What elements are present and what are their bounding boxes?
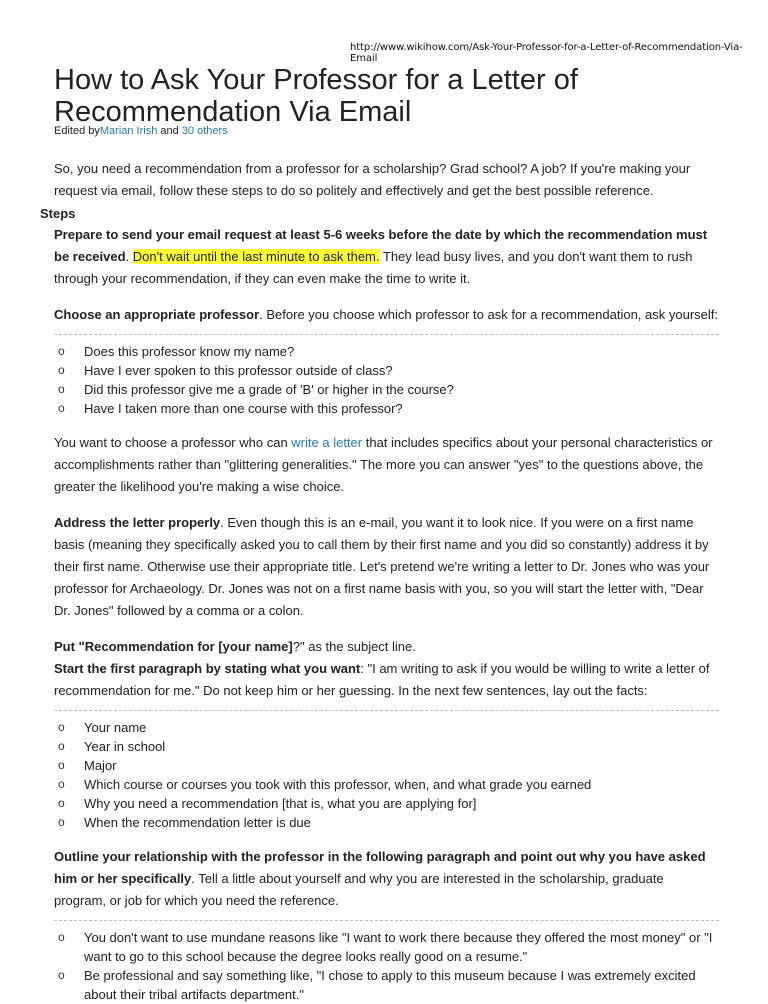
step-1-text: They lead busy lives, and you don't want them to rush through your recommendation, if they can even make the time to write it. [54, 249, 693, 286]
step-6 [54, 846, 719, 912]
bullet-glyph: o [58, 777, 65, 791]
list-item: o Your name [58, 720, 147, 735]
bullet-glyph: o [58, 720, 65, 734]
step-1-highlight: Don't wait until the last minute to ask them. [132, 249, 380, 264]
step-1 [54, 224, 719, 290]
list-item: o Which course or courses you took with this professor, when, and what grade you earned [58, 777, 592, 792]
step-5-facts [54, 710, 719, 832]
list-item: o You don't want to use mundane reasons like "I want to work there because they offered the most money" or "I want to go to this school because the degree looks really good on a resume." [58, 930, 713, 964]
step-1-dot: . [125, 249, 133, 264]
step-2-heading: Choose an appropriate professor [54, 307, 260, 322]
step-5 [54, 658, 719, 702]
list-item: o When the recommendation letter is due [58, 815, 311, 830]
step-4-heading: Put "Recommendation for [your name] [54, 639, 293, 654]
step-3-heading: Address the letter properly [54, 515, 221, 530]
bullet-glyph: o [58, 930, 65, 944]
step-4 [54, 636, 719, 658]
steps-body [54, 224, 719, 1004]
step-6-heading: Outline your relationship with the professor in the following paragraph and point out why you have asked him or her specifically [54, 849, 706, 886]
step-3 [54, 512, 719, 622]
byline [54, 125, 228, 137]
step-5-heading: Start the first paragraph by stating what you want [54, 661, 361, 676]
step-2 [54, 304, 719, 326]
byline-and: and [157, 125, 182, 137]
author-link[interactable]: Marian Irish [99, 125, 158, 137]
step-3-text: . Even though this is an e-mail, you want it to look nice. If you were on a first name basis (meaning they specifically asked you to call them by their first name and you did so constantly) address it by their first name. Otherwise use their appropriate title. Let's pretend we're writing a letter to Dr. Jones who was your professor for Archaeology. Dr. Jones was not on a first name basis with you, so you will start the letter with, "Dear Dr. Jones" followed by a comma or a colon. [54, 515, 710, 618]
bullet-glyph: o [58, 758, 65, 772]
list-item: o Did this professor give me a grade of 'B' or higher in the course? [58, 382, 454, 397]
others-link[interactable]: 30 others [181, 125, 228, 137]
bullet-glyph: o [58, 344, 65, 358]
source-url: http://www.wikihow.com/Ask-Your-Professor-for-a-Letter-of-Recommendation-Via-Email [350, 42, 743, 64]
step-6-text: . Tell a little about yourself and why you are interested in the scholarship, graduate program, or job for which you need the reference. [54, 871, 664, 908]
page-title: How to Ask Your Professor for a Letter of Recommendation Via Email [54, 64, 578, 128]
list-item: o Why you need a recommendation [that is, what you are applying for] [58, 796, 477, 811]
bullet-glyph: o [58, 968, 65, 982]
step-2-text: . Before you choose which professor to ask for a recommendation, ask yourself: [259, 307, 718, 322]
bullet-glyph: o [58, 815, 65, 829]
bullet-glyph: o [58, 382, 65, 396]
step-5-text: : "I am writing to ask if you would be willing to write a letter of recommendation for me." Do not keep him or her guessing. In the next few sentences, lay out the facts: [54, 661, 710, 698]
list-item: o Have I taken more than one course with this professor? [58, 401, 403, 416]
intro-paragraph: So, you need a recommendation from a professor for a scholarship? Grad school? A job? If you're making your request via email, follow these steps to do so politely and effectively and get the best possible reference. [54, 161, 691, 198]
bullet-glyph: o [58, 739, 65, 753]
step-2-followup: You want to choose a professor who can write a letter that includes specifics about your personal characteristics or accomplishments rather than "glittering generalities." The more you can answer "yes" to the questions above, the greater the likelihood you're making a wise choice. [54, 435, 713, 494]
list-item: o Major [58, 758, 117, 773]
list-item: o Year in school [58, 739, 166, 754]
step-2-questions [54, 334, 719, 418]
list-item: o Have I ever spoken to this professor outside of class? [58, 363, 393, 378]
write-a-letter-link[interactable]: write a letter [291, 435, 363, 450]
steps-heading: Steps [40, 206, 76, 221]
bullet-glyph: o [58, 401, 65, 415]
step-1-heading: Prepare to send your email request at least 5-6 weeks before the date by which the recommendation must be received [54, 227, 708, 264]
step-6-examples [54, 920, 719, 1004]
list-item: o Be professional and say something like, "I chose to apply to this museum because I was extremely excited about their tribal artifacts department." [58, 968, 696, 1002]
bullet-glyph: o [58, 363, 65, 377]
byline-prefix: Edited by [54, 125, 100, 137]
list-item: o Does this professor know my name? [58, 344, 295, 359]
bullet-glyph: o [58, 796, 65, 810]
step-4-text: ?" as the subject line. [292, 639, 416, 654]
